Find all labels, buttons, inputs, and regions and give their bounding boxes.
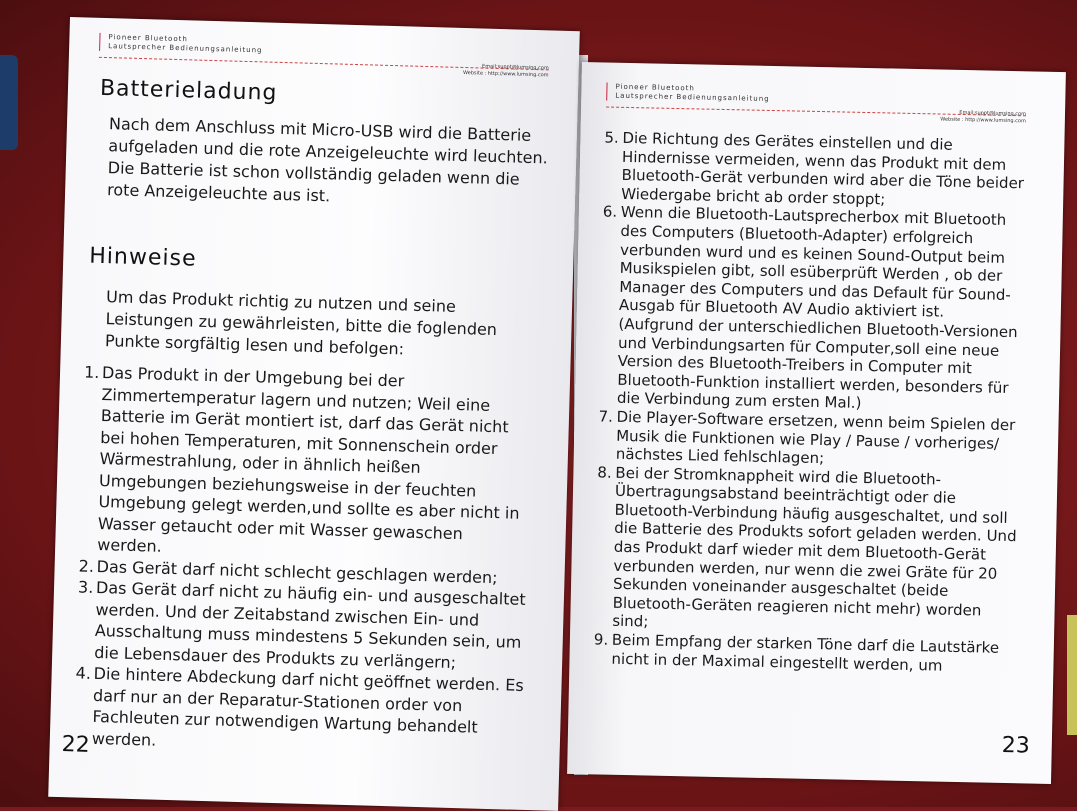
brand-line-2: Lautsprecher Bedienungsanleitung <box>108 42 263 55</box>
item-number: 5. <box>604 128 619 147</box>
list-item <box>76 662 526 760</box>
list-item <box>78 577 528 675</box>
brand-line-2: Lautsprecher Bedienungsanleitung <box>615 91 770 103</box>
item-text: Wenn die Bluetooth-Lautsprecherbox mit Bluetooth des Computers (Bluetooth-Adapter) erfolgreich verbunden wurd und es keinen Sound-Output beim Musikspielen gibt, soll esüberprüft Werden , ob der Manager des Computers und das Default für Sound-Ausgab für Bluetooth AV Audio aktiviert ist. (Aufgrund der unterschiedlichen Bluetooth-Versionen und Verbindungsarten für Computer,soll eine neue Version des Bluetooth-Treibers in Computer mit Bluetooth-Funktion installiert werden, besonders für die Verbindung zum ersten Mal.) <box>616 203 1018 413</box>
header-website: Website : http://www.lumsing.com <box>940 116 1026 125</box>
item-number: 7. <box>598 407 614 426</box>
battery-paragraph: Nach dem Anschluss mit Micro-USB wird die Batterie aufgeladen und die rote Anzeigeleuchte wird leuchten. Die Batterie ist schon vollständig geladen wenn die rote Anzeigeleuchte aus ist. <box>106 114 548 206</box>
item-number: 3. <box>77 577 94 597</box>
battery-heading: Batterieladung <box>99 75 278 106</box>
brand-line-1: Pioneer Bluetooth <box>108 33 188 44</box>
list-item <box>596 463 1019 639</box>
notes-list-left <box>76 362 535 761</box>
item-text: Das Gerät darf nicht zu häufig ein- und ausgeschaltet werden. Und der Zeitabstand zwischen Ein- und Ausschaltung muss mindestens 5 Sekunden sein, um die Lebensdauer des Produkts zu verlängern; <box>94 577 526 672</box>
item-number: 9. <box>593 630 609 649</box>
list-item <box>81 362 534 568</box>
item-text: Die Richtung des Gerätes einstellen und die Hindernisse vermeiden, wenn das Produkt mit dem Bluetooth-Gerät verbunden wird aber die Töne beider Wiedergabe bricht ab order stoppt; <box>621 128 1025 209</box>
item-text: Die Player-Software ersetzen, wenn beim Spielen der Musik die Funktionen wie Play / Pause / vorheriges/ nächstes Lied fehlschlagen; <box>615 407 1016 468</box>
item-text: Bei der Stromknappheit wird die Bluetooth-Übertragungsabstand beeinträchtigt oder die Bluetooth-Verbindung häufig ausgeschaltet, und soll die Batterie des Produkts sofort geladen werden. Und das Produkt darf wieder mit dem Bluetooth-Gerät verbunden werden, nur wenn die zwei Gräte für 20 Sekunden voneinander ausgeschaltet (beide Bluetooth-Geräten reagieren nicht mehr) worden sind; <box>612 463 1017 631</box>
header-email: Email:suppt@lumsing.com <box>482 63 549 72</box>
brand-line-1: Pioneer Bluetooth <box>615 82 695 93</box>
list-item <box>605 129 1026 212</box>
blue-object <box>0 55 18 150</box>
header-website: Website : http://www.lumsing.com <box>462 69 549 79</box>
item-text: Das Produkt in der Umgebung bei der Zimmertemperatur lagern und nutzen; Weil eine Batterie im Gerät montiert ist, darf das Gerät nicht bei hohen Temperaturen, mit Sonnenschein order Wärmestrahlung, oder in ähnlich heißen Umgebungen beziehungsweise in der feuchten Umgebung gelegt werden,und sollte es aber nicht in Wasser getaucht oder mit Wasser gewaschen werden. <box>97 363 520 556</box>
notes-heading: Hinweise <box>88 243 197 272</box>
list-item <box>601 203 1025 416</box>
list-item <box>595 630 1016 676</box>
item-text: Die hintere Abdeckung darf nicht geöffnet werden. Es darf nur an der Reparatur-Stationen order von Fachleuten zur notwendigen Wartung behandelt werden. <box>91 663 524 750</box>
item-number: 1. <box>83 362 100 382</box>
header-contact <box>940 110 1026 126</box>
item-number: 2. <box>78 555 95 576</box>
header-brand <box>606 83 1026 110</box>
page-number-right: 23 <box>1001 732 1031 759</box>
left-page <box>48 17 580 811</box>
item-number: 6. <box>602 202 618 222</box>
right-page <box>567 62 1066 784</box>
yellow-object <box>1067 615 1077 735</box>
item-text: Das Gerät darf nicht schlecht geschlagen werden; <box>96 556 498 587</box>
notes-intro: Um das Produkt richtig zu nutzen und seine Leistungen zu gewährleisten, bitte die foglenden Punkte sorgfältig lesen und befolgen: <box>104 287 498 359</box>
header-contact <box>463 63 549 79</box>
page-number-left: 22 <box>61 732 91 758</box>
list-item <box>600 407 1021 472</box>
item-number: 8. <box>597 463 612 482</box>
notes-list-right <box>595 129 1026 677</box>
item-text: Beim Empfang der starken Töne darf die Lautstärke nicht in der Maximal eingestellt werden, um <box>611 630 1000 675</box>
page-header <box>606 83 1027 132</box>
item-number: 4. <box>75 663 92 683</box>
header-email: Email:suppt@lumsing.com <box>959 109 1027 118</box>
